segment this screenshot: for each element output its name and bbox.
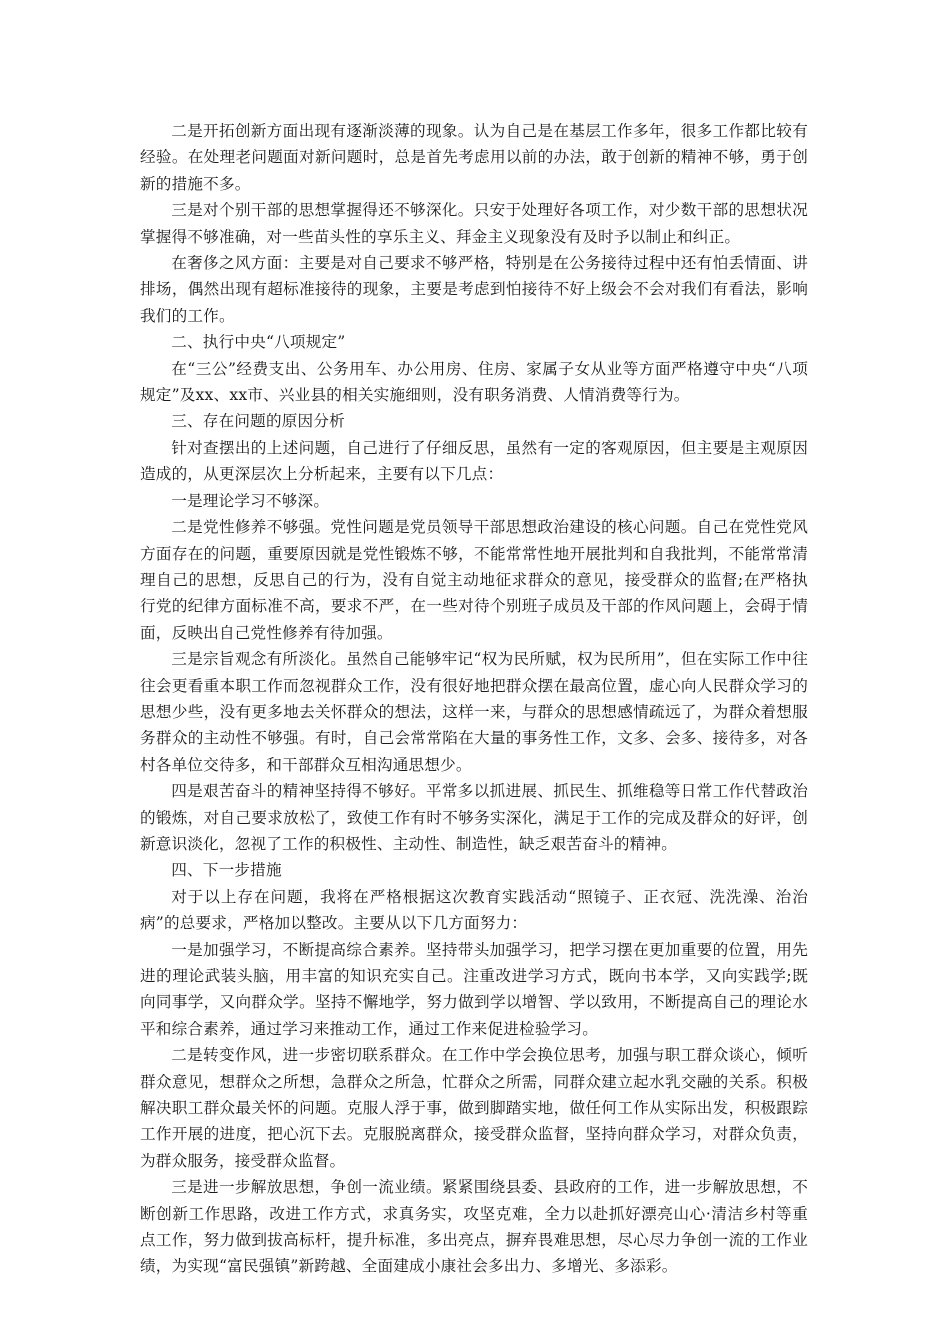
paragraph-emancipate-mind: 三是进一步解放思想，争创一流业绩。紧紧围绕县委、县政府的工作，进一步解放思想，不断创新工作思路，改进工作方式，求真务实，攻坚克难，全力以赴抓好漂亮山心·清洁乡村等重点工作，努力做到拔高标杆，提升标准，多出亮点，摒弃畏难思想，尽心尽力争创一流的工作业绩，为实现“富民强镇”新跨越、全面建成小康社会多出力、多增光、多添彩。 [140, 1178, 808, 1276]
paragraph-eight-rules: 在“三公”经费支出、公务用车、办公用房、住房、家属子女从业等方面严格遵守中央“八项规定”及xx、xx市、兴业县的相关实施细则，没有职务消费、人情消费等行为。 [140, 359, 808, 405]
paragraph-hard-work-spirit: 四是艰苦奋斗的精神坚持得不够好。平常多以抓进展、抓民生、抓维稳等日常工作代替政治的锻炼，对自己要求放松了，致使工作有时不够务实深化，满足于工作的完成及群众的好评，创新意识淡化，忽视了工作的积极性、主动性、制造性，缺乏艰苦奋斗的精神。 [140, 782, 808, 853]
paragraph-theory-study: 一是理论学习不够深。 [171, 491, 330, 510]
paragraph-innovation: 二是开拓创新方面出现有逐渐淡薄的现象。认为自己是在基层工作多年，很多工作都比较有经验。在处理老问题面对新问题时，总是首先考虑用以前的办法，敢于创新的精神不够，勇于创新的措施不多。 [140, 122, 808, 193]
document-body [140, 118, 808, 1280]
paragraph-extravagance: 在奢侈之风方面：主要是对自己要求不够严格，特别是在公务接待过程中还有怕丢情面、讲排场，偶然出现有超标准接待的现象，主要是考虑到怕接待不好上级会不会对我们有看法，影响我们的工作。 [140, 254, 808, 325]
paragraph-cadre-thought: 三是对个别干部的思想掌握得还不够深化。只安于处理好各项工作，对少数干部的思想状况掌握得不够准确，对一些苗头性的享乐主义、拜金主义现象没有及时予以制止和纠正。 [140, 201, 808, 246]
paragraph-next-steps-intro: 对于以上存在问题，我将在严格根据这次教育实践活动“照镜子、正衣冠、洗洗澡、治治病”的总要求，严格加以整改。主要从以下几方面努力： [140, 887, 808, 933]
paragraph-change-style: 二是转变作风，进一步密切联系群众。在工作中学会换位思考，加强与职工群众谈心，倾听群众意见，想群众之所想，急群众之所急，忙群众之所需，同群众建立起水乳交融的关系。积极解决职工群众最关怀的问题。克服人浮于事，做到脚踏实地，做任何工作从实际出发，积极跟踪工作开展的进度，把心沉下去。克服脱离群众，接受群众监督，坚持向群众学习，对群众负责，为群众服务，接受群众监督。 [140, 1046, 808, 1170]
paragraph-strengthen-study: 一是加强学习，不断提高综合素养。坚持带头加强学习，把学习摆在更加重要的位置，用先进的理论武装头脑，用丰富的知识充实自己。注重改进学习方式，既向书本学，又向实践学;既向同事学，又向群众学。坚持不懈地学，努力做到学以增智、学以致用，不断提高自己的理论水平和综合素养，通过学习来推动工作，通过工作来促进检验学习。 [140, 940, 808, 1038]
paragraph-purpose-concept: 三是宗旨观念有所淡化。虽然自己能够牢记“权为民所赋，权为民所用”，但在实际工作中往往会更看重本职工作而忽视群众工作，没有很好地把群众摆在最高位置，虚心向人民群众学习的思想少些，没有更多地去关怀群众的想法，这样一来，与群众的思想感情疏远了，为群众着想服务群众的主动性不够强。有时，自己会常常陷在大量的事务性工作，文多、会多、接待多，对各村各单位交待多，和干部群众互相沟通思想少。 [140, 650, 808, 774]
paragraph-party-spirit: 二是党性修养不够强。党性问题是党员领导干部思想政治建设的核心问题。自己在党性党风方面存在的问题，重要原因就是党性锻炼不够，不能常常性地开展批判和自我批判，不能常常清理自己的思想，反思自己的行为，没有自觉主动地征求群众的意见，接受群众的监督;在严格执行党的纪律方面标准不高，要求不严，在一些对待个别班子成员及干部的作风问题上，会碍于情面，反映出自己党性修养有待加强。 [140, 518, 808, 642]
section-heading-next-steps: 四、下一步措施 [171, 861, 282, 880]
section-heading-eight-rules: 二、执行中央“八项规定” [171, 333, 346, 352]
paragraph-cause-intro: 针对查摆出的上述问题，自己进行了仔细反思，虽然有一定的客观原因，但主要是主观原因造成的，从更深层次上分析起来，主要有以下几点： [140, 438, 808, 484]
section-heading-cause-analysis: 三、存在问题的原因分析 [171, 412, 345, 431]
